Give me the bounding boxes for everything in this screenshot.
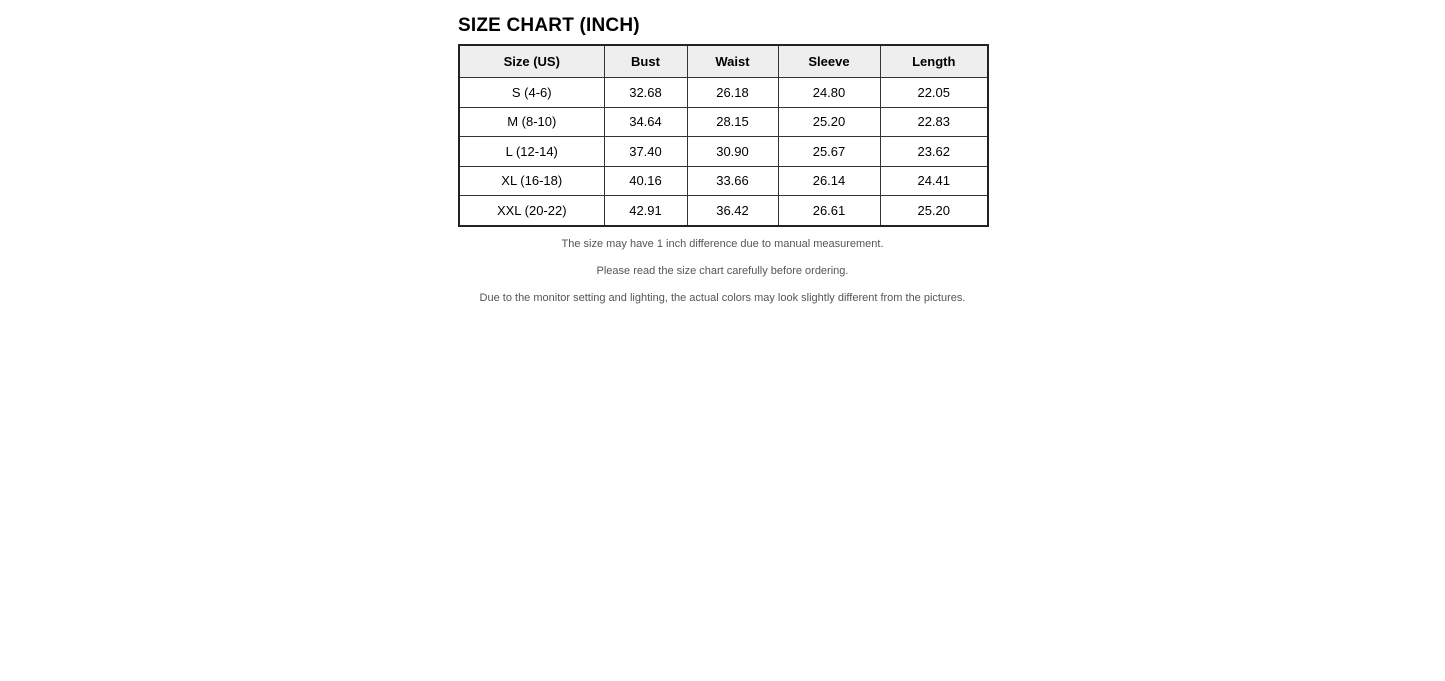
table-cell: 22.83 xyxy=(880,107,988,137)
table-cell: 26.61 xyxy=(778,196,880,226)
table-cell: 23.62 xyxy=(880,137,988,167)
table-row xyxy=(459,166,988,196)
page-title: SIZE CHART (INCH) xyxy=(458,15,640,36)
table-row xyxy=(459,107,988,137)
size-table xyxy=(458,44,989,227)
table-cell: 36.42 xyxy=(687,196,778,226)
column-header-bust: Bust xyxy=(604,45,687,78)
color-disclaimer-note: Due to the monitor setting and lighting, the actual colors may look slightly different from the pictures. xyxy=(479,291,966,304)
table-cell: XXL (20-22) xyxy=(459,196,604,226)
table-cell: 32.68 xyxy=(604,78,687,108)
column-header-length: Length xyxy=(880,45,988,78)
ordering-note: Please read the size chart carefully before ordering. xyxy=(596,264,849,277)
size-notes xyxy=(458,238,987,305)
column-header-size: Size (US) xyxy=(459,45,604,78)
table-cell: 33.66 xyxy=(687,166,778,196)
table-cell: 24.41 xyxy=(880,166,988,196)
table-row xyxy=(459,196,988,226)
table-header-row xyxy=(459,45,988,78)
table-cell: M (8-10) xyxy=(459,107,604,137)
table-cell: 26.18 xyxy=(687,78,778,108)
table-cell: 30.90 xyxy=(687,137,778,167)
table-cell: 25.67 xyxy=(778,137,880,167)
column-header-waist: Waist xyxy=(687,45,778,78)
table-cell: 25.20 xyxy=(880,196,988,226)
table-cell: 26.14 xyxy=(778,166,880,196)
table-cell: S (4-6) xyxy=(459,78,604,108)
table-row xyxy=(459,78,988,108)
table-cell: 28.15 xyxy=(687,107,778,137)
measurement-note: The size may have 1 inch difference due to manual measurement. xyxy=(561,237,884,250)
table-cell: 37.40 xyxy=(604,137,687,167)
table-cell: 22.05 xyxy=(880,78,988,108)
table-cell: L (12-14) xyxy=(459,137,604,167)
size-chart-section xyxy=(458,14,987,319)
column-header-sleeve: Sleeve xyxy=(778,45,880,78)
table-cell: XL (16-18) xyxy=(459,166,604,196)
table-cell: 24.80 xyxy=(778,78,880,108)
table-cell: 34.64 xyxy=(604,107,687,137)
table-cell: 42.91 xyxy=(604,196,687,226)
table-row xyxy=(459,137,988,167)
table-cell: 25.20 xyxy=(778,107,880,137)
table-cell: 40.16 xyxy=(604,166,687,196)
